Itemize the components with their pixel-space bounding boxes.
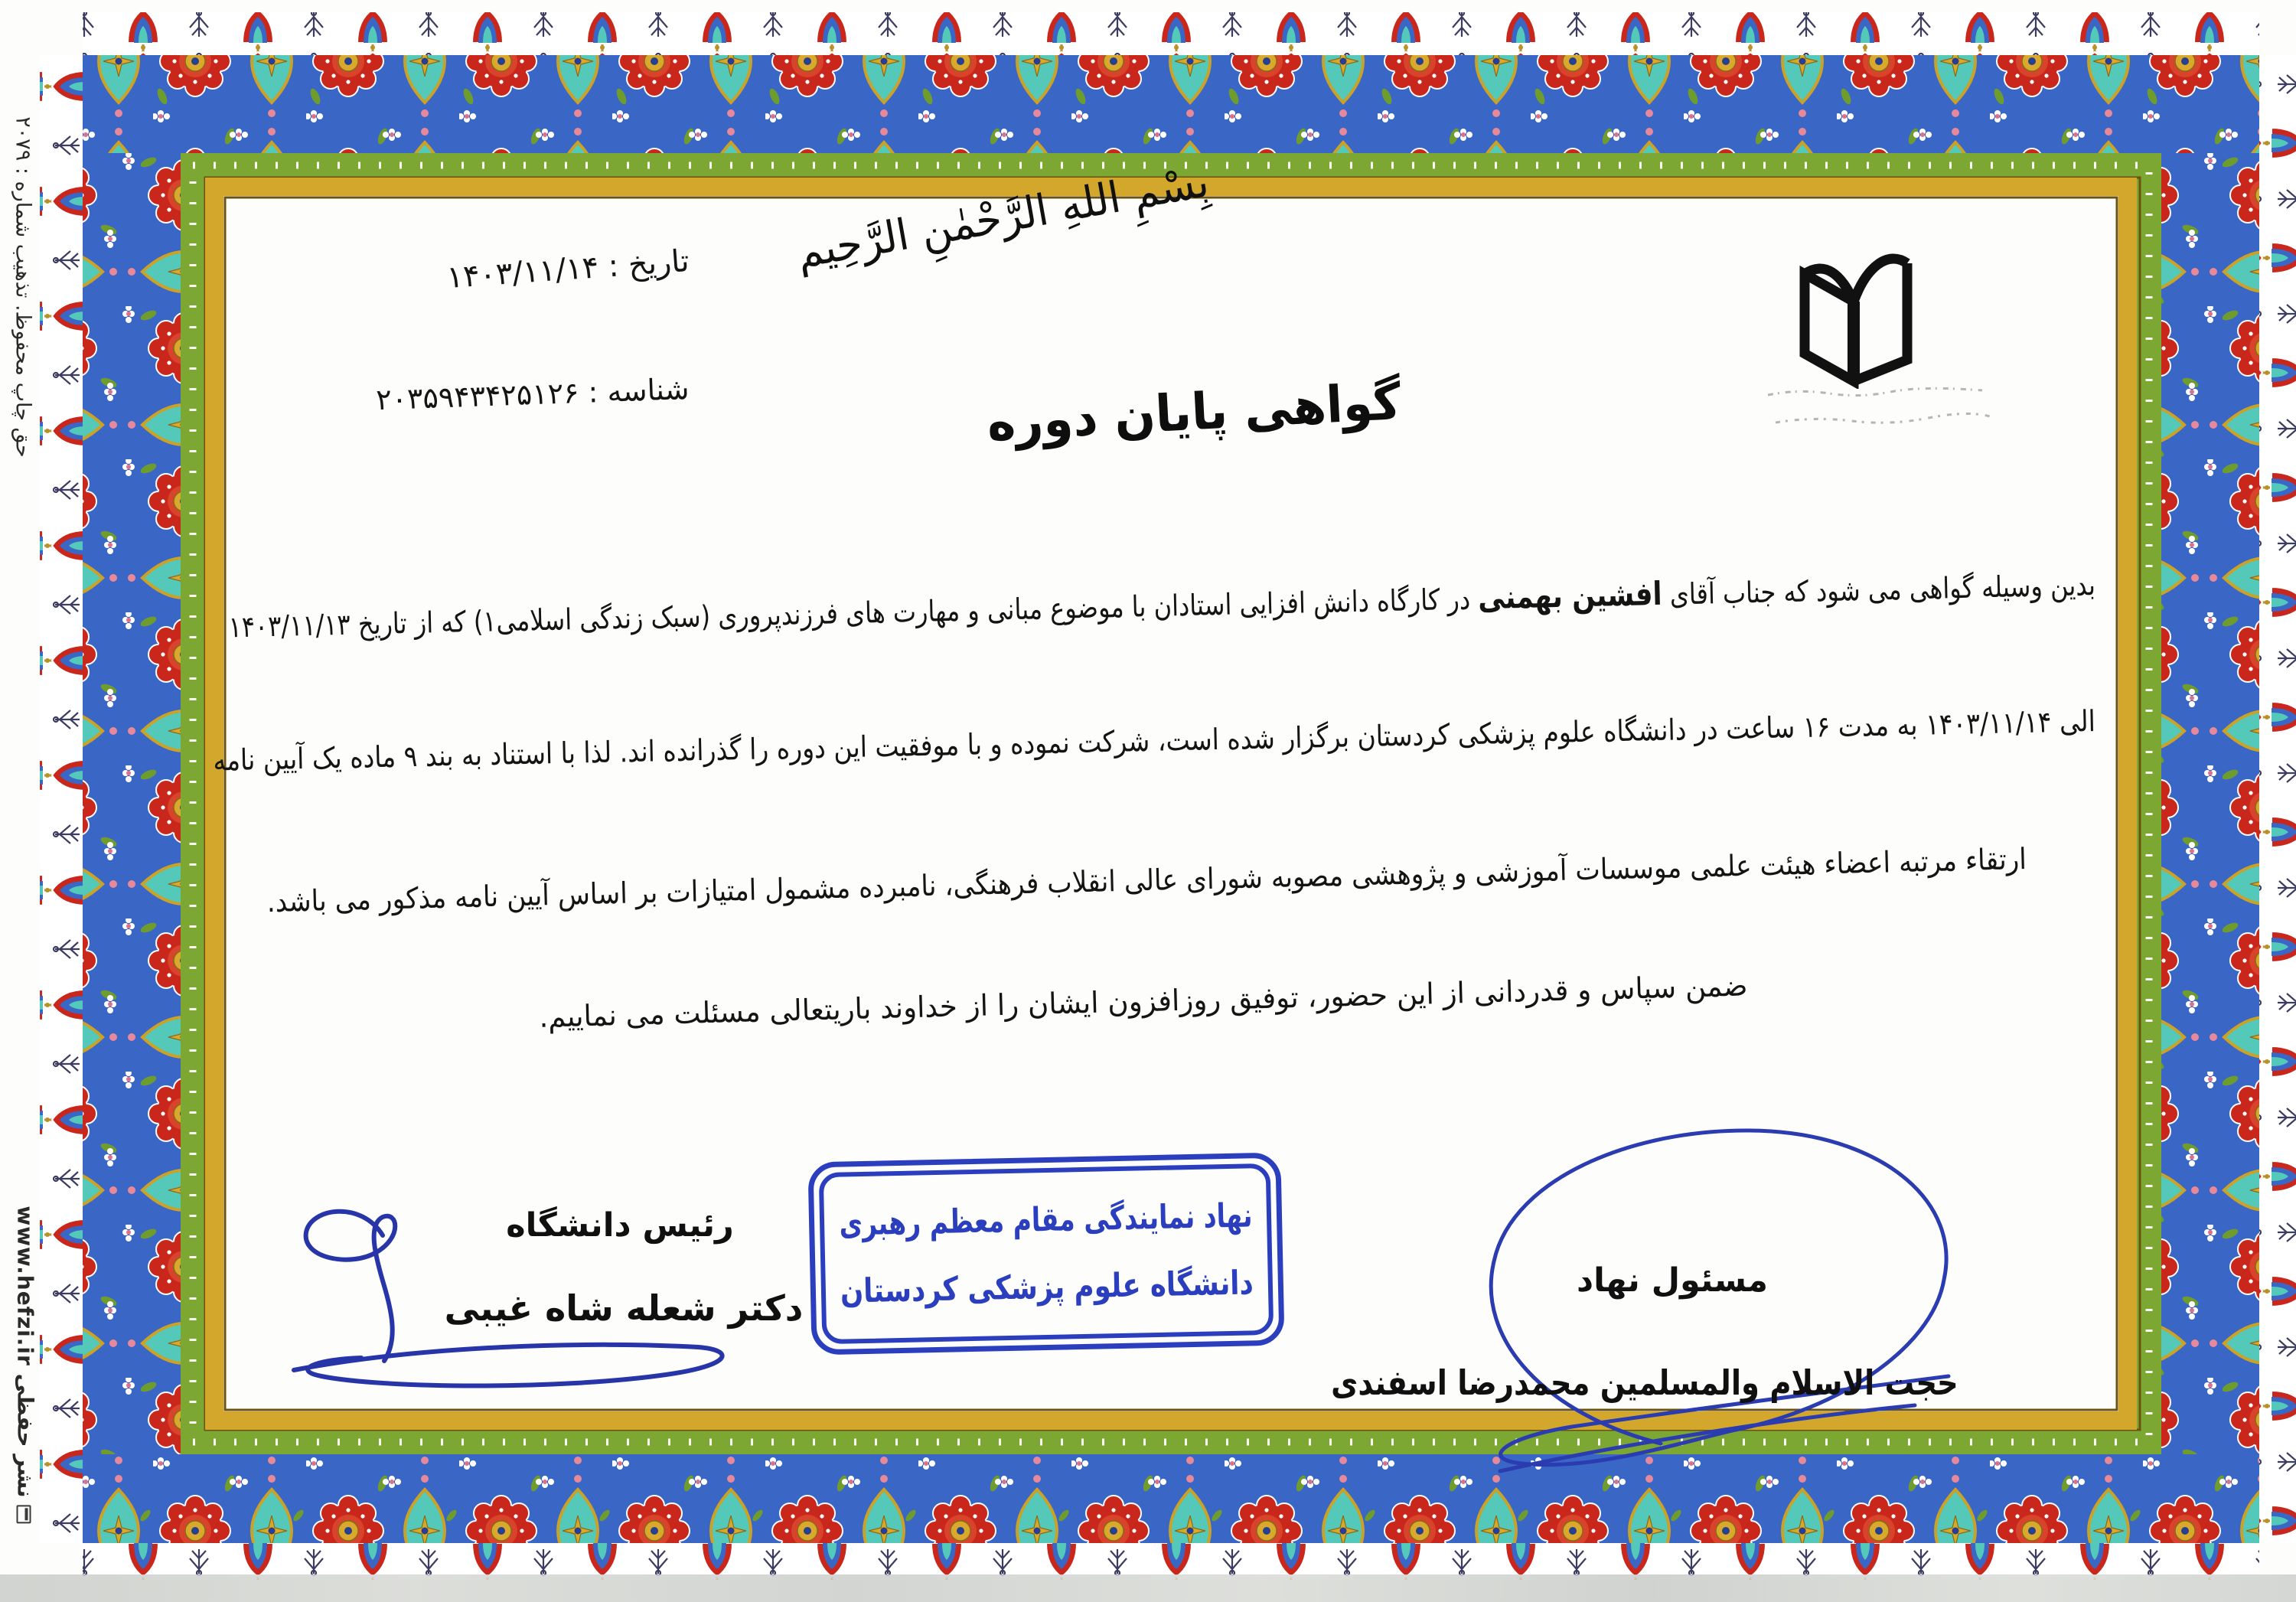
- certificate-title: گواهی پایان دوره: [985, 371, 1403, 453]
- body-line-4: ضمن سپاس و قدردانی از این حضور، توفیق روزافزون ایشان را از خداوند باریتعالی مسئلت می نماییم.: [538, 968, 1748, 1034]
- institution-stamp-inner: [819, 1163, 1274, 1344]
- scan-edge-shadow: [0, 1574, 2296, 1602]
- stamp-line-1: نهاد نمایندگی مقام معظم رهبری: [838, 1196, 1253, 1244]
- copyright-note: حق چاپ محفوظ. تذهیب شماره : ۲۰۷۹: [11, 116, 35, 458]
- serial-number: شناسه : ۲۰۳۵۹۴۳۴۲۵۱۲۶: [375, 372, 690, 417]
- right-signatory-name: حجت الاسلام والمسلمین محمدرضا اسفندی: [1331, 1362, 1958, 1403]
- institution-stamp: [807, 1153, 1284, 1356]
- body-line-3: ارتقاء مرتبه اعضاء هیئت علمی موسسات آموزشی و پژوهشی مصوبه شورای عالی انقلاب فرهنگی، نامبرده مشمول امتیازات بر اساس آیین نامه مذکور می باشد.: [266, 842, 2027, 919]
- university-logo-book-icon: [1791, 243, 1921, 389]
- body-line-1-pre: بدین وسیله گواهی می شود که جناب آقای: [1669, 568, 2096, 612]
- publisher-note: نشر حفظی​ www.hefzi.ir: [13, 1206, 38, 1531]
- publisher-website: www.hefzi.ir: [12, 1206, 38, 1366]
- publisher-name: نشر حفظی: [12, 1373, 38, 1498]
- left-signatory-role: رئیس دانشگاه: [506, 1206, 734, 1245]
- body-line-2: الی ۱۴۰۳/۱۱/۱۴ به مدت ۱۶ ساعت در دانشگاه علوم پزشکی کردستان برگزار شده است، شرکت نموده و با موفقیت این دوره را گذرانده اند. لذا با استناد به بند ۹ ماده یک آیین نامه: [213, 704, 2096, 778]
- left-signatory-name: دکتر شعله شاه غیبی: [444, 1287, 804, 1329]
- stamp-line-2: دانشگاه علوم پزشکی کردستان: [840, 1263, 1254, 1311]
- printer-icon: [17, 1506, 31, 1524]
- right-signatory-role: مسئول نهاد: [1577, 1261, 1768, 1300]
- issue-date: تاریخ : ۱۴۰۳/۱۱/۱۴: [445, 243, 690, 296]
- bismillah-calligraphy: بِسْمِ اللهِ الرَّحْمٰنِ الرَّحِیم: [792, 157, 1213, 279]
- recipient-name: افشین بهمنی: [1477, 574, 1663, 617]
- logo-caption-illegible: [1753, 383, 1998, 436]
- body-line-1-post: در کارگاه دانش افزایی استادان با موضوع مبانی و مهارت های فرزندپروری (سبک زندگی اسلامی۱) که از تاریخ ۱۴۰۳/۱۱/۱۳: [228, 582, 1471, 644]
